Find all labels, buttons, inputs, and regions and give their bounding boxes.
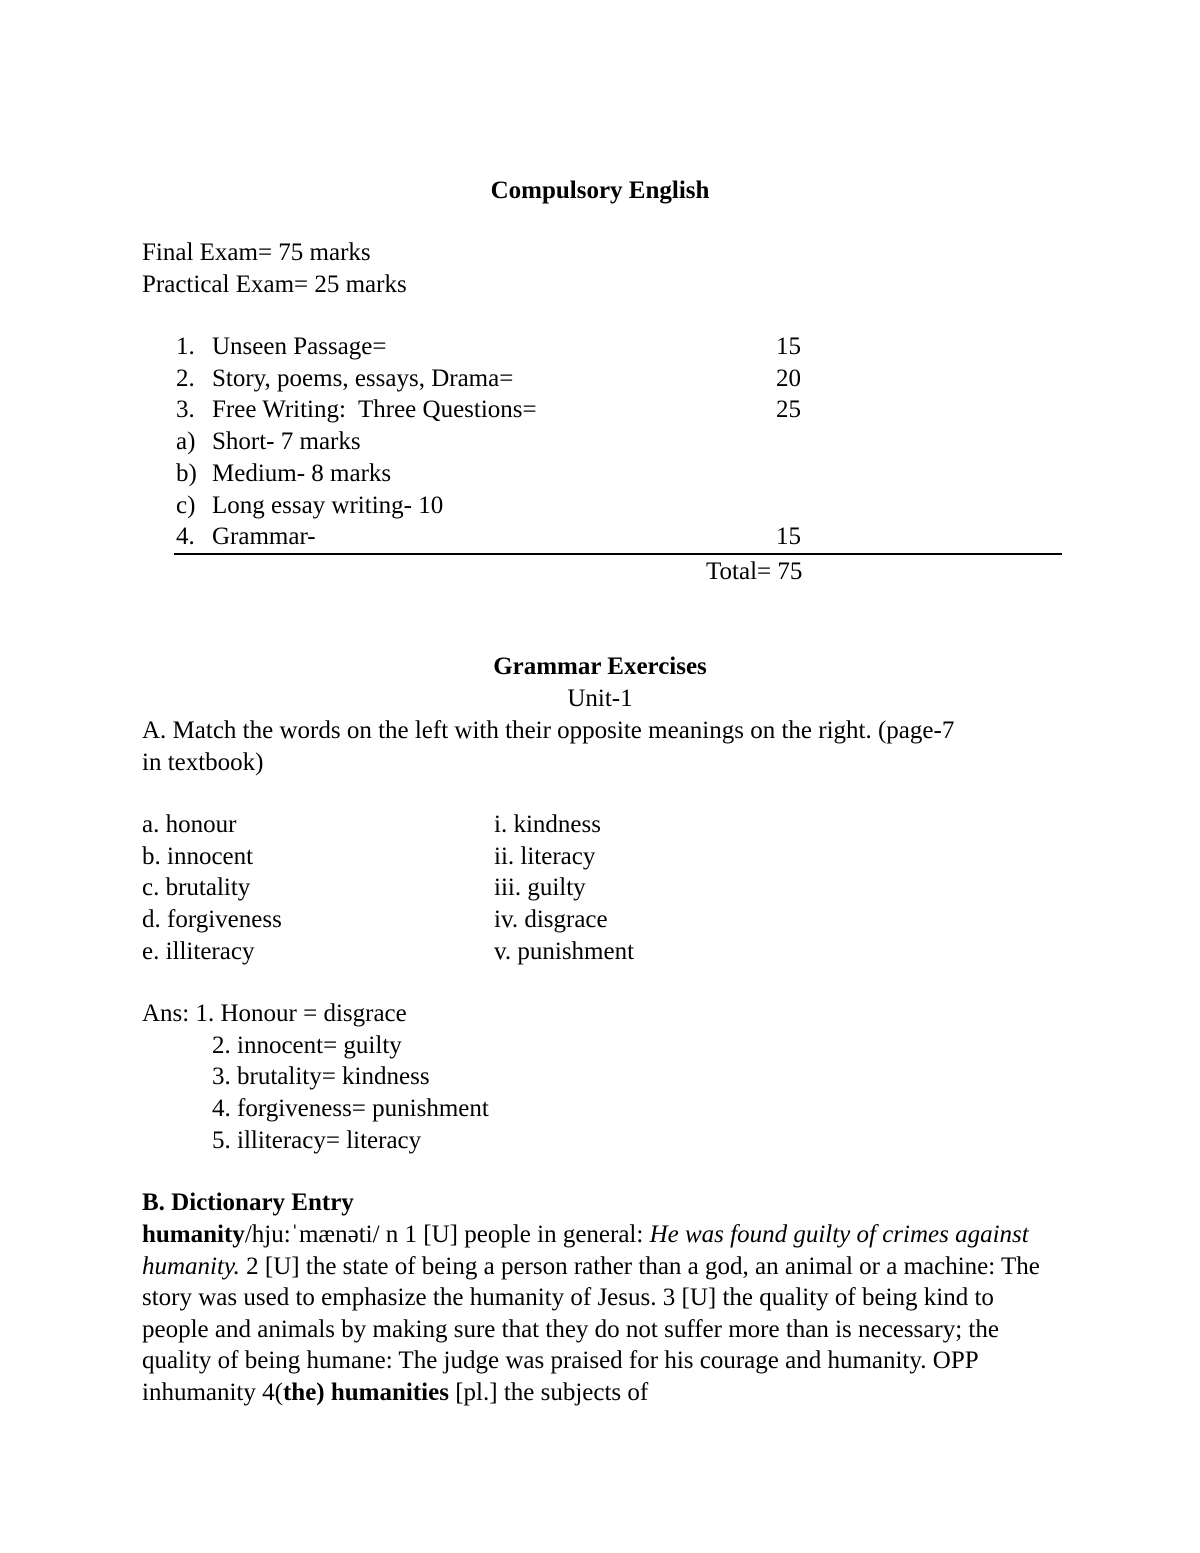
row-label: 3. bbox=[176, 396, 195, 423]
list-item: c. brutality bbox=[142, 874, 251, 901]
row-text: Long essay writing- 10 bbox=[212, 492, 444, 519]
answer-line: 4. forgiveness= punishment bbox=[212, 1095, 489, 1122]
row-label: a) bbox=[176, 428, 196, 455]
list-item: b. innocent bbox=[142, 843, 254, 870]
answer-line: 3. brutality= kindness bbox=[212, 1063, 430, 1090]
row-label: 2. bbox=[176, 365, 195, 392]
list-item: ii. literacy bbox=[494, 843, 596, 870]
pronunciation: /hju:ˈmænəti/ n 1 [U] people in general: bbox=[244, 1221, 650, 1248]
practical-exam-line: Practical Exam= 25 marks bbox=[142, 271, 407, 298]
row-marks: 20 bbox=[776, 365, 801, 392]
list-item: i. kindness bbox=[494, 811, 601, 838]
grammar-title: Grammar Exercises bbox=[493, 653, 707, 680]
total-line: Total= 75 bbox=[706, 558, 803, 585]
list-item: iii. guilty bbox=[494, 874, 586, 901]
humanities-word: humanities bbox=[324, 1378, 449, 1406]
list-item: v. punishment bbox=[494, 938, 635, 965]
unit-label: Unit-1 bbox=[567, 685, 633, 712]
row-label: b) bbox=[176, 460, 197, 487]
row-text: Grammar- bbox=[212, 523, 316, 550]
instruction-line: in textbook) bbox=[142, 749, 264, 776]
row-text: Medium- 8 marks bbox=[212, 460, 392, 487]
row-text: Story, poems, essays, Drama= bbox=[212, 365, 514, 392]
answer-line: Ans: 1. Honour = disgrace bbox=[142, 1000, 407, 1027]
row-label: c) bbox=[176, 492, 196, 519]
list-item: d. forgiveness bbox=[142, 906, 282, 933]
total-divider bbox=[174, 553, 1062, 555]
row-marks: 15 bbox=[776, 523, 801, 550]
row-label: 4. bbox=[176, 523, 195, 550]
headword: humanity bbox=[142, 1221, 245, 1248]
final-exam-line: Final Exam= 75 marks bbox=[142, 239, 371, 266]
row-marks: 25 bbox=[776, 396, 801, 423]
sense-tail: [pl.] the subjects of bbox=[448, 1378, 649, 1406]
row-text: Free Writing: Three Questions= bbox=[212, 396, 537, 423]
sense-text: 2 [U] the state of being a person rather than a god, an animal or a machine: The story was used to emphasize the humanity of Jesus. 3 [U] the quality of being kind to people and animals by making sure that they do not suffer more than is necessary; the quality of being humane: The judge was praised for his courage and humanity. OPP inhumanity 4( bbox=[142, 1252, 1040, 1406]
answer-line: 2. innocent= guilty bbox=[212, 1032, 402, 1059]
answer-line: 5. illiteracy= literacy bbox=[212, 1127, 422, 1154]
dictionary-heading: B. Dictionary Entry bbox=[142, 1189, 354, 1216]
row-text: Short- 7 marks bbox=[212, 428, 361, 455]
list-item: e. illiteracy bbox=[142, 938, 255, 965]
list-item: a. honour bbox=[142, 811, 237, 838]
example-sentence: He was found guilty of crimes against humanity. bbox=[142, 1221, 1029, 1280]
article-the: the) bbox=[282, 1378, 325, 1406]
page-title: Compulsory English bbox=[490, 177, 710, 204]
row-text: Unseen Passage= bbox=[212, 333, 387, 360]
row-label: 1. bbox=[176, 333, 195, 360]
instruction-line: A. Match the words on the left with their opposite meanings on the right. (page-7 bbox=[142, 717, 955, 744]
row-marks: 15 bbox=[776, 333, 801, 360]
list-item: iv. disgrace bbox=[494, 906, 608, 933]
dictionary-entry bbox=[142, 1219, 1062, 1408]
